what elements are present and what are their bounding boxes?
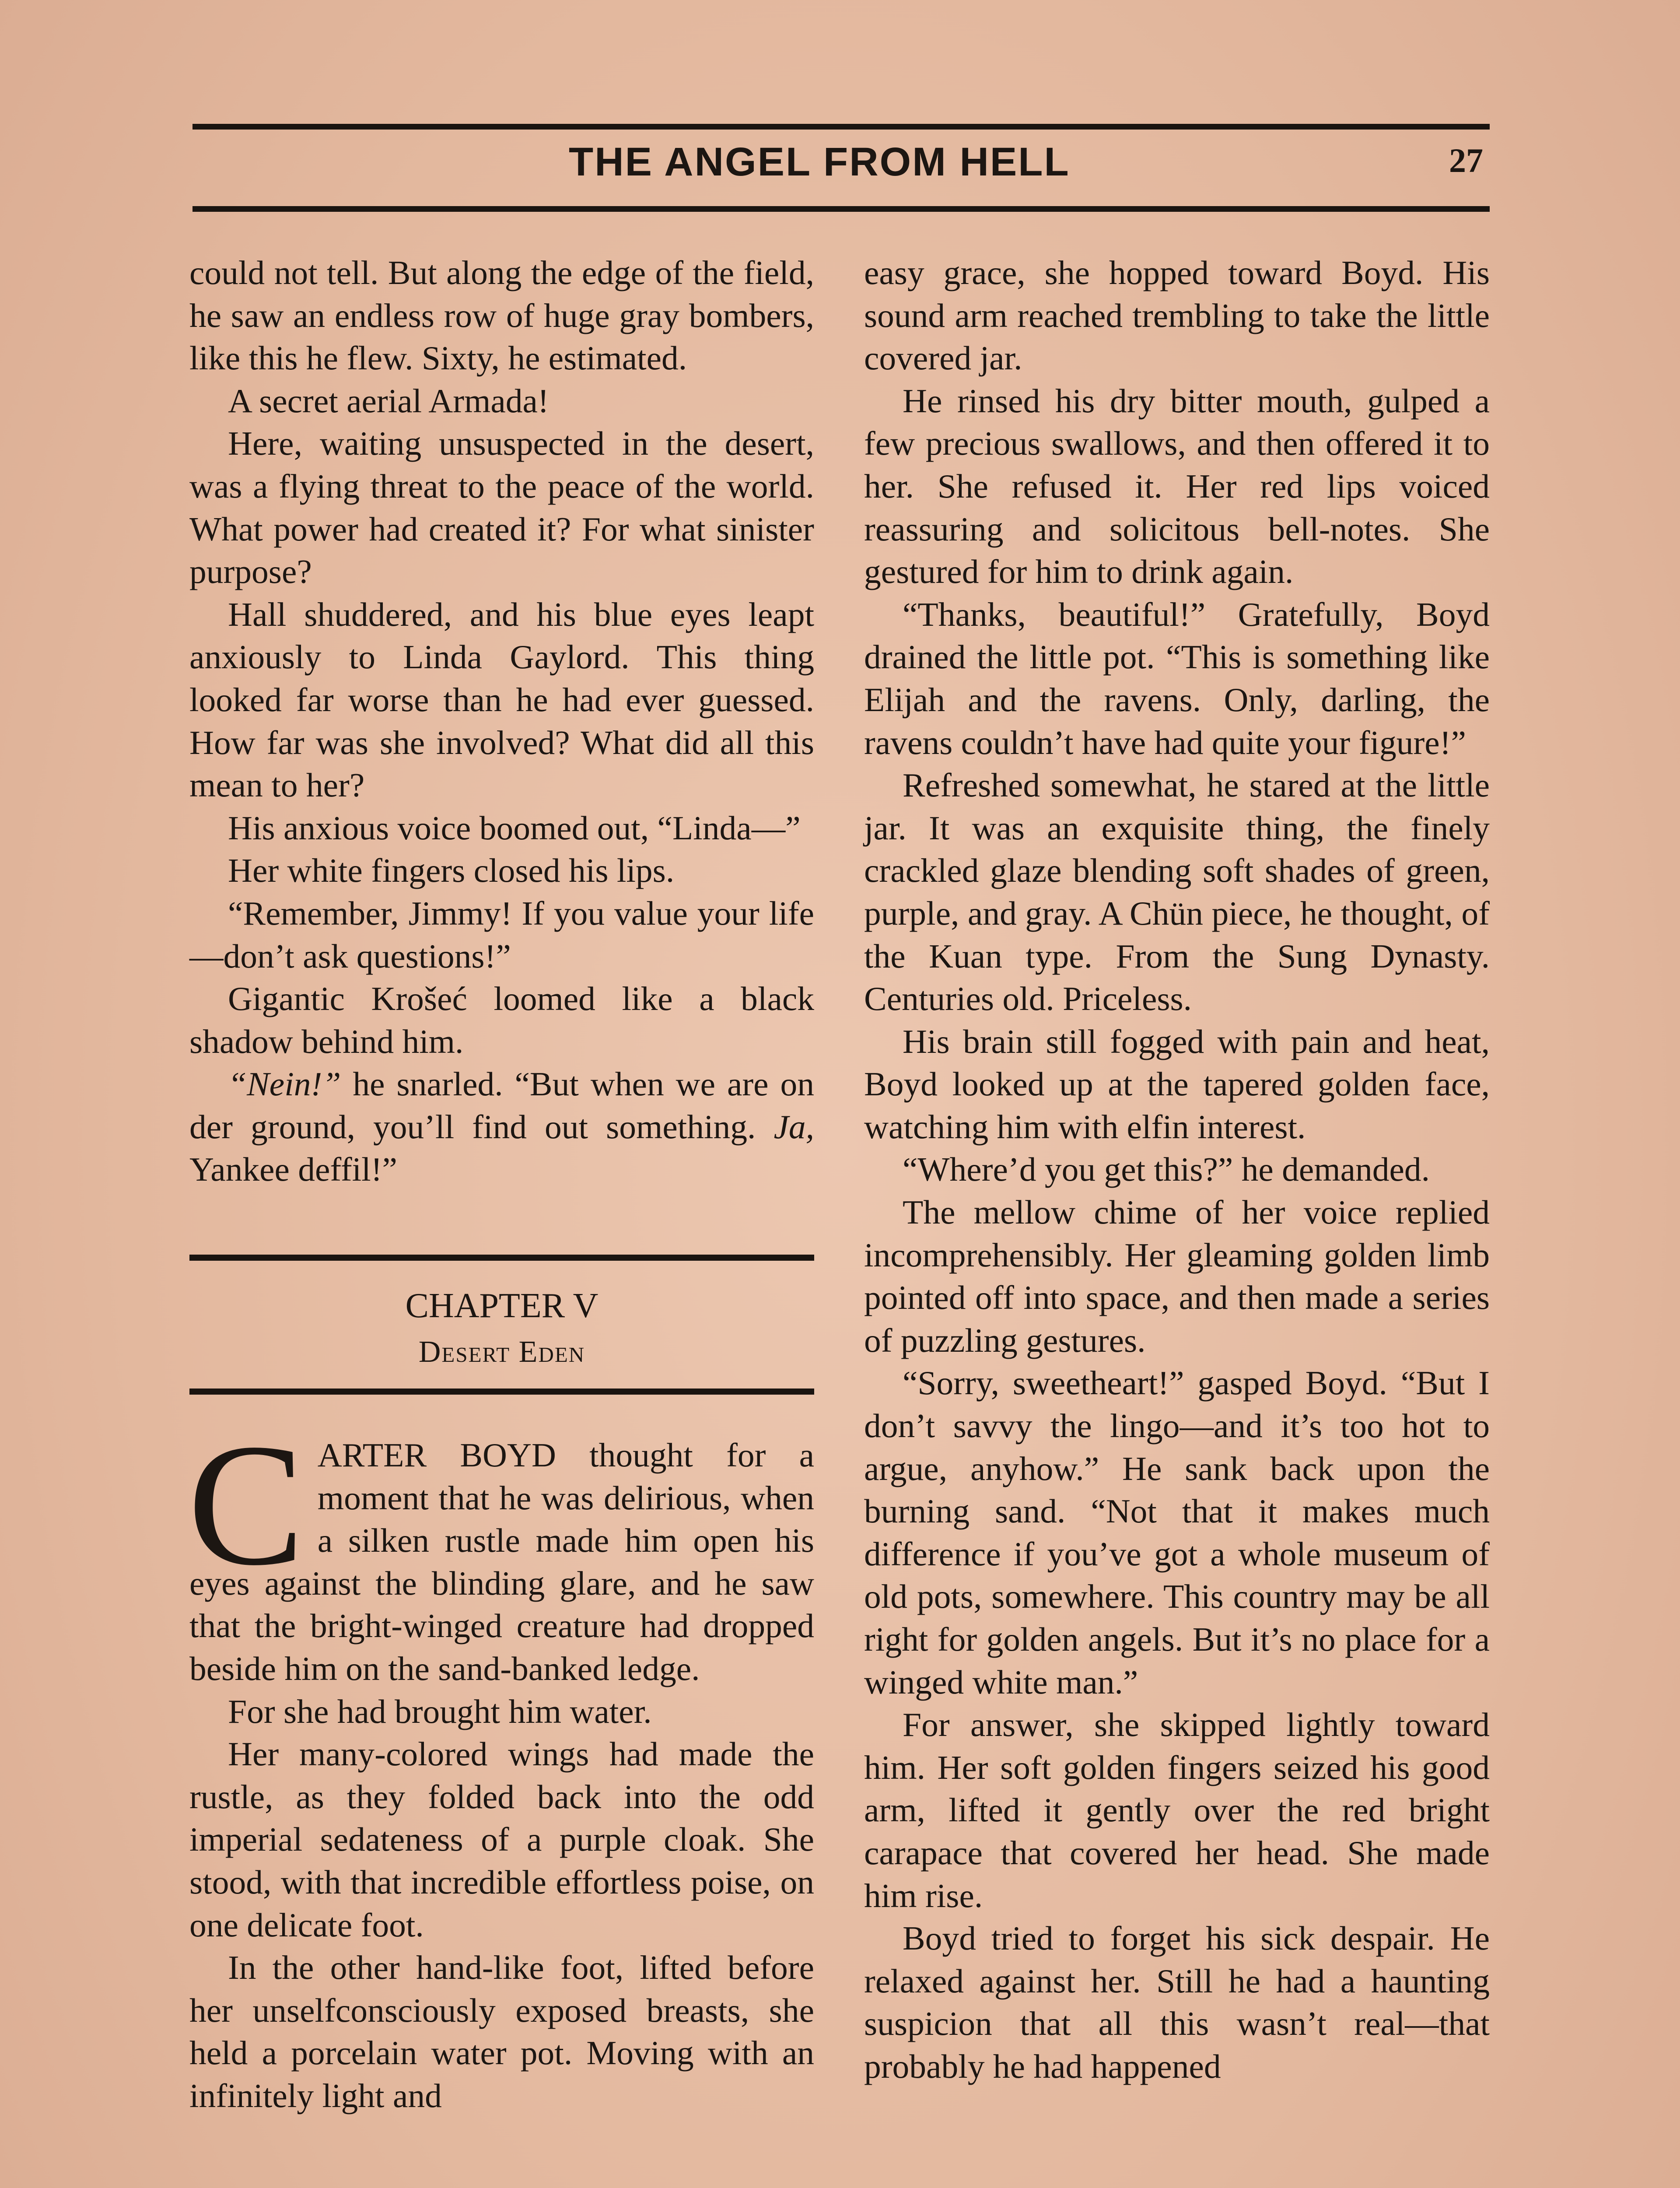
- chapter-title: CHAPTER V: [405, 1287, 598, 1325]
- paragraph: “Remember, Jimmy! If you value your life—don’t ask questions!”: [189, 894, 814, 975]
- header-bottom-rule: [192, 206, 1490, 212]
- paragraph: In the other hand-like foot, lifted before her unselfconsciously exposed breasts, she held a porcelain water pot. Moving with an infinitely light and: [189, 1949, 814, 2114]
- paragraph: Her many-colored wings had made the rustle, as they folded back into the odd imperial sedateness of a purple cloak. She stood, with that incredible effortless poise, on one delicate foot.: [189, 1735, 814, 1944]
- paragraph: For she had brought him water.: [228, 1692, 652, 1730]
- paragraph: Hall shuddered, and his blue eyes leapt anxiously to Linda Gaylord. This thing looked far worse than he had ever guessed. How far was she involved? What did all this mean to her?: [189, 595, 814, 804]
- paragraph: Boyd tried to forget his sick despair. He relaxed against her. Still he had a haunting suspicion that all this wasn’t real—that probably he had happened: [864, 1919, 1490, 2085]
- paragraph: His anxious voice boomed out, “Linda—”: [228, 809, 801, 847]
- drop-cap: C: [188, 1408, 304, 1602]
- left-column: [189, 252, 814, 2118]
- header-top-rule: [192, 124, 1490, 130]
- chapter-top-rule: [189, 1255, 814, 1261]
- italic-text: Ja,: [774, 1108, 814, 1146]
- paragraph: His brain still fogged with pain and heat, Boyd looked up at the tapered golden face, watching him with elfin interest.: [864, 1022, 1490, 1146]
- paragraph: The mellow chime of her voice replied incomprehensibly. Her gleaming golden limb pointed off into space, and then made a series of puzzling gestures.: [864, 1193, 1490, 1359]
- paragraph: CARTER BOYD thought for a moment that he was delirious, when a silken rustle made him open his eyes against the blinding glare, and he saw that the bright-winged creature had dropped beside him on the sand-banked ledge.: [188, 1408, 814, 1688]
- page-number: 27: [1449, 141, 1483, 179]
- paragraph: easy grace, she hopped toward Boyd. His sound arm reached trembling to take the little covered jar.: [864, 254, 1490, 377]
- paragraph: Here, waiting unsuspected in the desert, was a flying threat to the peace of the world. What power had created it? For what sinister purpose?: [189, 424, 814, 591]
- paragraph: “Sorry, sweetheart!” gasped Boyd. “But I don’t savvy the lingo—and it’s too hot to argue, anyhow.” He sank back upon the burning sand. “Not that it makes much difference if you’ve got a whole museum of old pots, somewhere. This country may be all right for golden angels. But it’s no place for a winged white man.”: [864, 1364, 1490, 1701]
- right-column: [864, 252, 1490, 2088]
- running-title: THE ANGEL FROM HELL: [569, 140, 1070, 184]
- chapter-subtitle: Desert Eden: [418, 1335, 585, 1369]
- italic-text: “Nein!”: [228, 1065, 341, 1103]
- paragraph: “Nein!” he snarled. “But when we are on der ground, you’ll find out something. Ja, Yankee deffil!”: [189, 1065, 814, 1189]
- paragraph: A secret aerial Armada!: [228, 382, 549, 420]
- paragraph: He rinsed his dry bitter mouth, gulped a few precious swallows, and then offered it to her. She refused it. Her red lips voiced reassuring and solicitous bell-notes. She gestured for him to drink again.: [864, 382, 1490, 591]
- paragraph: For answer, she skipped lightly toward him. Her soft golden fingers seized his good arm, lifted it gently over the red bright carapace that covered her head. She made him rise.: [864, 1706, 1490, 1914]
- paragraph: Gigantic Krošeć loomed like a black shadow behind him.: [189, 980, 814, 1060]
- paragraph: could not tell. But along the edge of the field, he saw an endless row of huge gray bombers, like this he flew. Sixty, he estimated.: [189, 254, 814, 377]
- paragraph: “Where’d you get this?” he demanded.: [903, 1150, 1430, 1189]
- chapter-bottom-rule: [189, 1389, 814, 1395]
- paragraph: Her white fingers closed his lips.: [228, 852, 675, 890]
- paragraph: Refreshed somewhat, he stared at the little jar. It was an exquisite thing, the finely crackled glaze blending soft shades of green, purple, and gray. A Chün piece, he thought, of the Kuan type. From the Sung Dynasty. Centuries old. Priceless.: [864, 766, 1490, 1018]
- paragraph: “Thanks, beautiful!” Gratefully, Boyd drained the little pot. “This is something like Elijah and the ravens. Only, darling, the ravens couldn’t have had quite your figure!”: [864, 595, 1490, 761]
